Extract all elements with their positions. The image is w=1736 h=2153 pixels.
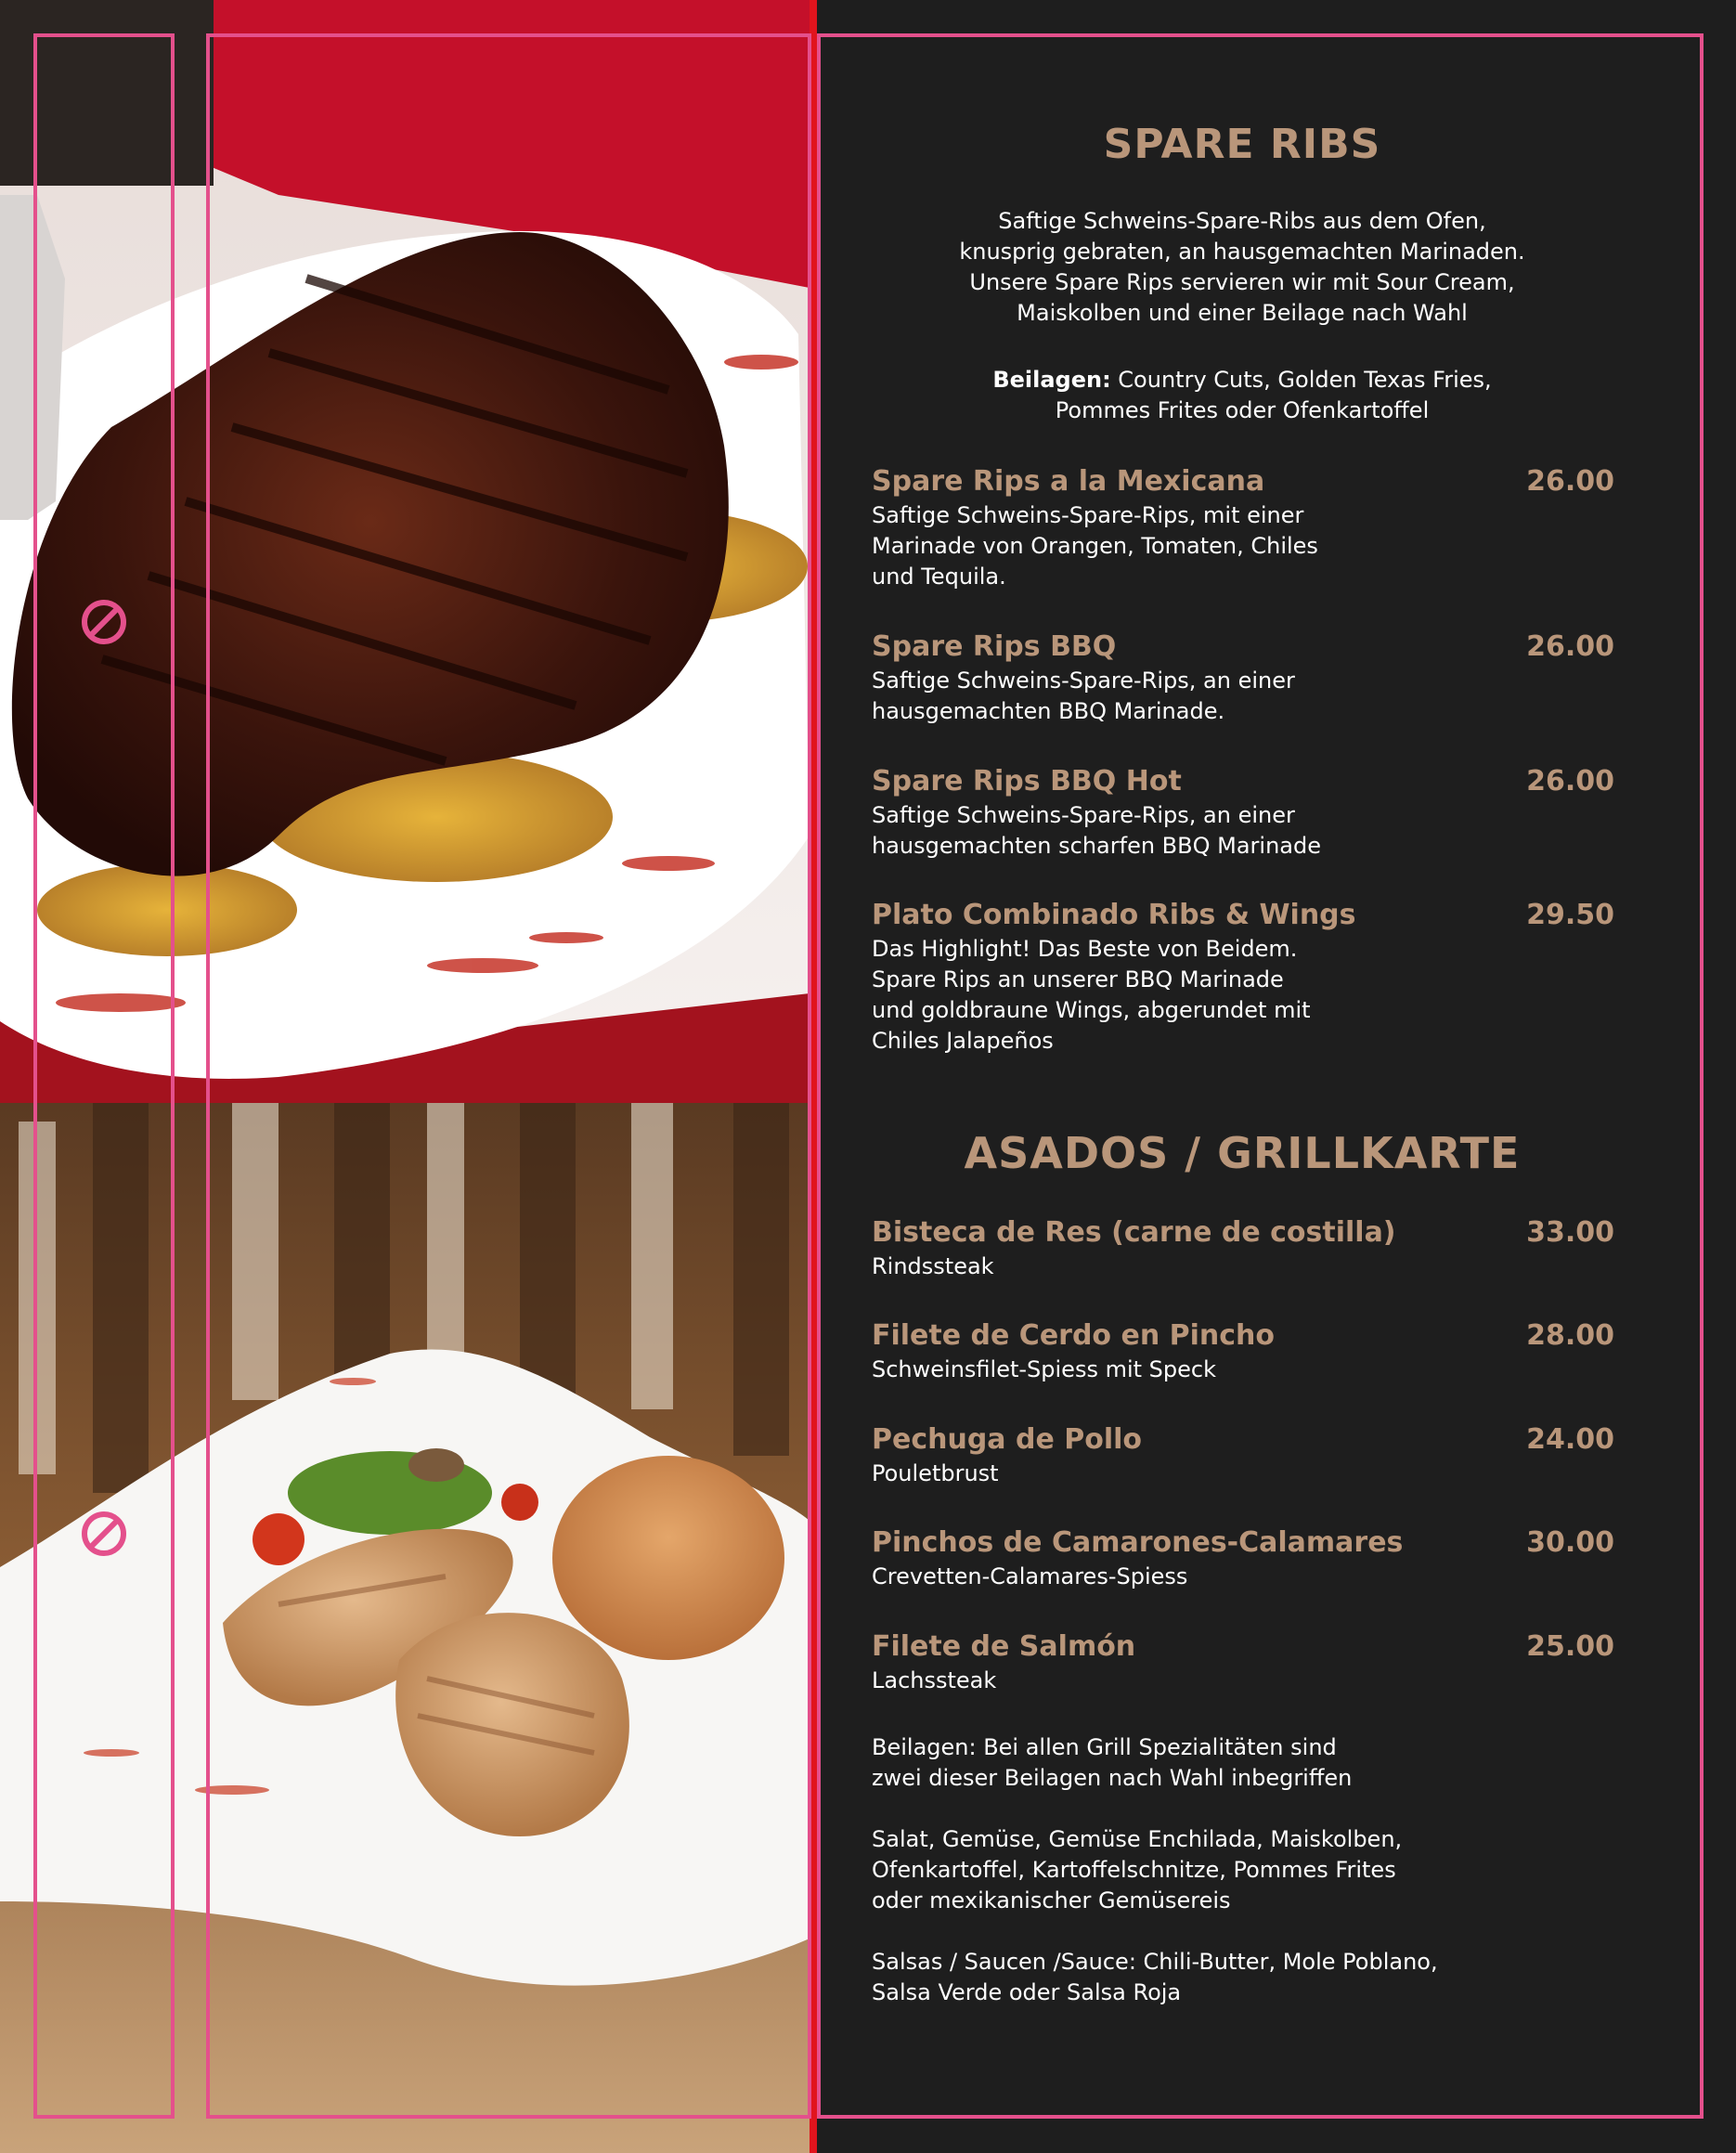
item-price: 26.00 — [1526, 765, 1614, 798]
item-name: Plato Combinado Ribs & Wings — [872, 899, 1356, 931]
item-name: Filete de Cerdo en Pincho — [872, 1319, 1276, 1352]
menu-item — [872, 1421, 1614, 1489]
prohibited-icon — [81, 1511, 127, 1557]
item-name: Pechuga de Pollo — [872, 1423, 1143, 1456]
menu-item — [872, 1214, 1614, 1282]
item-price: 26.00 — [1526, 465, 1614, 498]
menu-item — [872, 629, 1614, 727]
item-price: 24.00 — [1526, 1423, 1614, 1456]
item-description: Saftige Schweins-Spare-Rips, an einer hausgemachten scharfen BBQ Marinade — [872, 802, 1321, 859]
menu-item — [872, 1524, 1614, 1592]
menu-panel — [817, 0, 1736, 2153]
item-price: 25.00 — [1526, 1630, 1614, 1663]
section-title-spare-ribs: SPARE RIBS — [1103, 121, 1381, 168]
item-description: Pouletbrust — [872, 1460, 999, 1486]
item-name: Filete de Salmón — [872, 1630, 1136, 1663]
prohibited-icon — [81, 599, 127, 645]
item-description: Crevetten-Calamares-Spiess — [872, 1563, 1188, 1589]
sides-label: Beilagen: — [992, 367, 1111, 393]
spare-ribs-intro — [817, 206, 1667, 426]
spare-ribs-photo — [0, 0, 810, 1103]
menu-item — [872, 463, 1614, 592]
grill-sides-list: Salat, Gemüse, Gemüse Enchilada, Maiskolben, Ofenkartoffel, Kartoffelschnitze, Pommes Frites oder mexikanischer Gemüsereis — [872, 1826, 1403, 1913]
item-name: Bisteca de Res (carne de costilla) — [872, 1216, 1396, 1249]
item-price: 30.00 — [1526, 1526, 1614, 1559]
item-description: Schweinsfilet-Spiess mit Speck — [872, 1356, 1216, 1382]
sides-text: Country Cuts, Golden Texas Fries, Pommes Frites oder Ofenkartoffel — [1055, 367, 1492, 423]
item-description: Das Highlight! Das Beste von Beidem. Spare Rips an unserer BBQ Marinade und goldbraune Wings, abgerundet mit Chiles Jalapeños — [872, 936, 1311, 1054]
item-description: Saftige Schweins-Spare-Rips, mit einer Marinade von Orangen, Tomaten, Chiles und Tequila. — [872, 502, 1318, 590]
menu-item — [872, 897, 1614, 1057]
section-title-asados: ASADOS / GRILLKARTE — [964, 1128, 1521, 1178]
grill-sides-note: Beilagen: Bei allen Grill Spezialitäten sind zwei dieser Beilagen nach Wahl inbegriffen — [872, 1734, 1353, 1791]
item-description: Saftige Schweins-Spare-Rips, an einer hausgemachten BBQ Marinade. — [872, 668, 1295, 724]
divider-line — [810, 0, 817, 2153]
item-name: Spare Rips BBQ Hot — [872, 765, 1182, 798]
item-price: 28.00 — [1526, 1319, 1614, 1352]
item-name: Spare Rips a la Mexicana — [872, 465, 1265, 498]
item-price: 29.50 — [1526, 899, 1614, 931]
item-price: 26.00 — [1526, 630, 1614, 663]
menu-item — [872, 1317, 1614, 1385]
item-description: Lachssteak — [872, 1667, 997, 1693]
item-description: Rindssteak — [872, 1253, 994, 1279]
item-name: Pinchos de Camarones-Calamares — [872, 1526, 1404, 1559]
salsas-note: Salsas / Saucen /Sauce: Chili-Butter, Mole Poblano, Salsa Verde oder Salsa Roja — [872, 1949, 1438, 2005]
menu-item — [872, 1628, 1614, 1696]
grill-chicken-photo — [0, 1103, 810, 2153]
sides-line — [817, 365, 1667, 426]
item-name: Spare Rips BBQ — [872, 630, 1117, 663]
menu-item — [872, 763, 1614, 862]
intro-text: Saftige Schweins-Spare-Ribs aus dem Ofen, knusprig gebraten, an hausgemachten Marinaden. Unsere Spare Rips servieren wir mit Sour Cream, Maiskolben und einer Beilage nach Wahl — [959, 208, 1525, 326]
item-price: 33.00 — [1526, 1216, 1614, 1249]
